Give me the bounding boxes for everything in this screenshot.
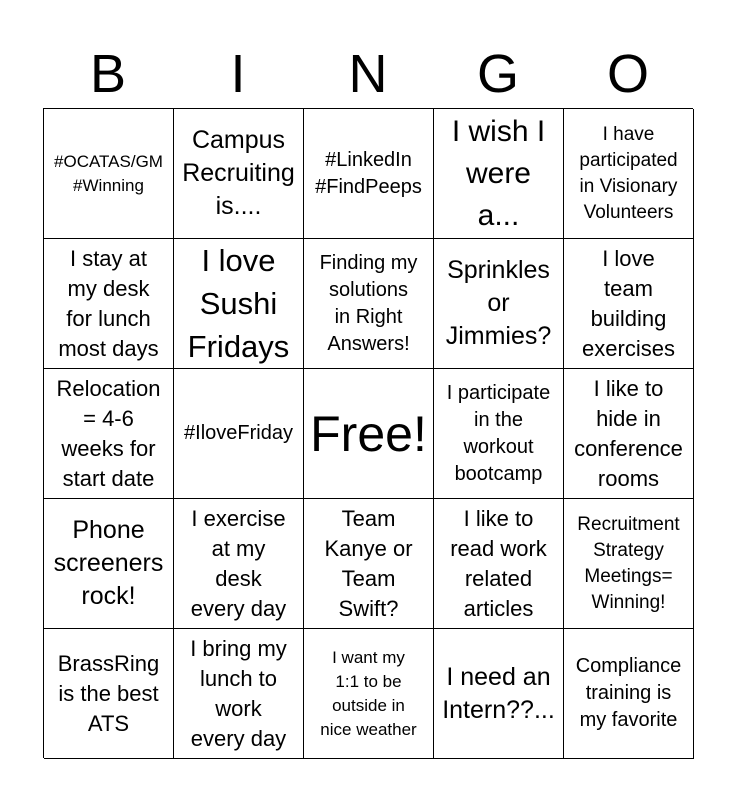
bingo-cell-text: I exercise at my desk every day <box>190 505 287 621</box>
bingo-cell-text: Recruitment Strategy Meetings= Winning! <box>577 513 680 613</box>
bingo-cell[interactable] <box>434 109 564 239</box>
bingo-cell-text: Phone screeners rock! <box>53 516 164 610</box>
bingo-header <box>43 40 693 108</box>
bingo-cell-text: Free! <box>310 405 427 462</box>
bingo-cell[interactable] <box>564 239 694 369</box>
bingo-cell[interactable] <box>434 239 564 369</box>
bingo-cell[interactable] <box>174 629 304 759</box>
bingo-cell[interactable] <box>564 109 694 239</box>
bingo-cell-text: Compliance training is my favorite <box>575 655 682 731</box>
bingo-cell-text: I love Sushi Fridays <box>187 243 290 364</box>
bingo-cell[interactable] <box>44 109 174 239</box>
bingo-cell[interactable] <box>564 629 694 759</box>
header-letter-i: I <box>230 44 246 104</box>
bingo-cell[interactable] <box>434 499 564 629</box>
bingo-cell[interactable] <box>434 369 564 499</box>
bingo-board <box>43 108 693 758</box>
bingo-cell[interactable] <box>44 239 174 369</box>
bingo-cell[interactable] <box>174 369 304 499</box>
bingo-cell-text: #LinkedIn #FindPeeps <box>315 148 422 198</box>
header-letter-b: B <box>89 44 127 104</box>
bingo-cell[interactable] <box>564 369 694 499</box>
bingo-cell-text: I like to hide in conference rooms <box>574 375 683 491</box>
header-letter-o: O <box>606 44 649 104</box>
bingo-cell-text: I participate in the workout bootcamp <box>446 381 551 485</box>
bingo-cell[interactable] <box>44 369 174 499</box>
bingo-cell-text: I wish I were a... <box>451 114 546 232</box>
bingo-cell[interactable] <box>434 629 564 759</box>
bingo-cell-text: Finding my solutions in Right Answers! <box>319 251 418 355</box>
bingo-cell-text: I want my 1:1 to be outside in nice weather <box>320 647 417 739</box>
bingo-cell[interactable] <box>304 499 434 629</box>
bingo-cell-text: Campus Recruiting is.... <box>182 126 295 220</box>
bingo-cell-text: I like to read work related articles <box>450 505 547 621</box>
bingo-cell-text: Team Kanye or Team Swift? <box>324 505 413 621</box>
bingo-cell[interactable] <box>44 629 174 759</box>
bingo-cell[interactable] <box>44 499 174 629</box>
bingo-cell[interactable] <box>174 239 304 369</box>
bingo-cell-text: I stay at my desk for lunch most days <box>58 245 159 361</box>
bingo-cell-text: I need an Intern??... <box>442 662 555 724</box>
bingo-cell-text: Relocation = 4-6 weeks for start date <box>56 375 161 491</box>
bingo-cell[interactable] <box>564 499 694 629</box>
header-letter-n: N <box>348 44 388 104</box>
bingo-cell[interactable] <box>304 629 434 759</box>
bingo-cell[interactable] <box>304 109 434 239</box>
bingo-cell-text: Sprinkles or Jimmies? <box>445 256 552 350</box>
bingo-cell[interactable] <box>304 239 434 369</box>
bingo-cell-text: #OCATAS/GM #Winning <box>54 151 163 195</box>
bingo-cell-text: I love team building exercises <box>582 245 675 361</box>
bingo-cell-text: I bring my lunch to work every day <box>190 635 287 751</box>
bingo-cell-text: #IloveFriday <box>184 422 293 444</box>
bingo-cell[interactable] <box>174 109 304 239</box>
header-letter-g: G <box>476 44 519 104</box>
bingo-cell-text: I have participated in Visionary Volunteers <box>579 123 678 223</box>
bingo-cell[interactable] <box>174 499 304 629</box>
bingo-cell-text: BrassRing is the best ATS <box>57 650 160 736</box>
bingo-cell-free[interactable] <box>304 369 434 499</box>
